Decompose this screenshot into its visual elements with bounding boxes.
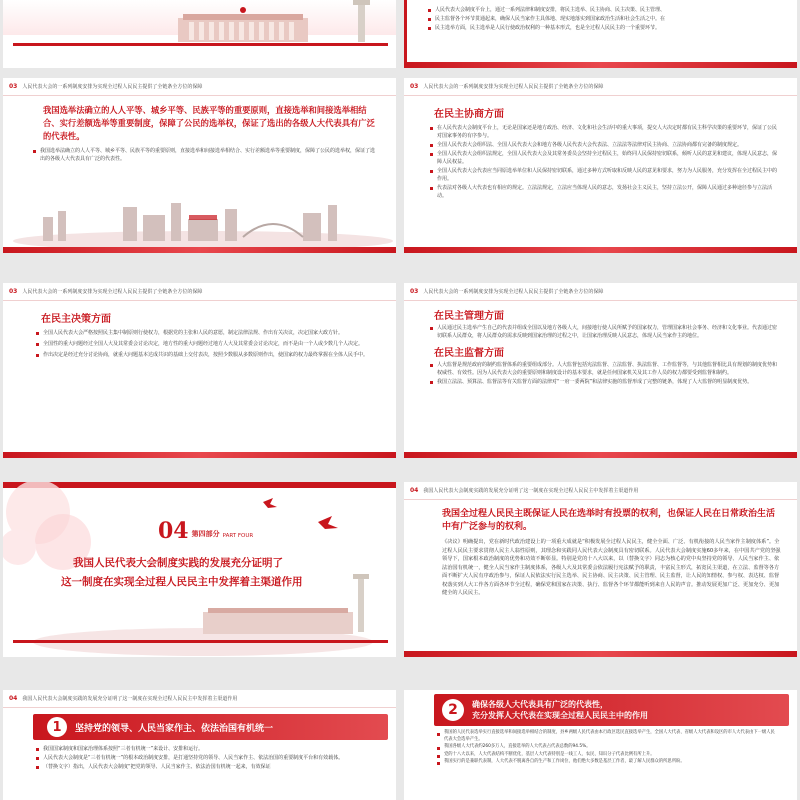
list-item: 人民代表大会制度是“三者有机统一”的根本政治制度安排，是打通坚持党的领导、人民当家作主、依法治国的重要制度平台和有效载体。 [36,754,378,762]
list-item: 我国各级人大代表约260多万人，直接选举的人大代表占代表总数的94.5%。 [437,744,779,751]
list-item: 我国国家制度和国家治理体系按照“三者有机统一”来设计、安排和运行。 [36,745,378,753]
banner-title-line-1: 确保各级人大代表具有广泛的代表性， [472,699,608,709]
footer-bar [3,247,396,253]
section-title: 在民主协商方面 [434,109,504,120]
slide-headline: 我国全过程人民民主既保证人民在选举时有投票的权利，也保证人民在日常政治生活中有广泛参与的权利。 [442,509,776,532]
section-number: 03 [9,83,18,90]
section-number: 04 [9,695,18,702]
slide-header [404,283,797,301]
slide-election-equality [3,78,396,253]
header-text: 人民代表大会的一系列制度安排为实现全过程人民民主提供了全链条全方位的保障 [423,289,604,295]
slide-part-four-cover [3,482,396,657]
part-label-en: PART FOUR [222,533,254,539]
header-text: 人民代表大会的一系列制度安排为实现全过程人民民主提供了全链条全方位的保障 [423,84,604,90]
slide-democratic-management-supervision [404,283,797,458]
red-banner [33,714,388,740]
banner-badge: 2 [442,699,464,721]
banner-title: 坚持党的领导、人民当家作主、依法治国有机统一 [75,723,274,734]
banner-badge: 1 [47,717,67,737]
slide-header [3,690,396,708]
section-title: 在民主决策方面 [41,314,111,325]
part-title-line-1: 我国人民代表大会制度实践的发展充分证明了 [73,557,283,569]
slide-three-unity [3,690,396,800]
slide-header [3,78,396,96]
section-title: 在民主管理方面 [434,311,504,322]
list-item: 人民通过民主选举产生自己的代表并组成全国以及地方各级人大，间接地行使人民所赋予的国家权力，管理国家和社会事务、经济和文化事业。代表通过密切联系人民群众，将人民群众的需求反映到国家治理的过程之中，让国家治理反映人民意志，体现人民当家作主的地位。 [430,324,779,340]
part-number: 04 [158,518,189,544]
slide-representatives [404,690,797,800]
slide-header [3,283,396,301]
footer-bar [404,452,797,458]
list-item: 作出决定是经过充分讨论协商，就重大问题基本达成共识的基础上交付表决，按照少数服从多数原则作出，使国家的权力最终掌握在全体人民手中。 [36,351,378,359]
part-title-line-2: 这一制度在实现全过程人民民主中发挥着主渠道作用 [61,576,303,588]
section-number: 04 [410,487,419,494]
slide-headline: 我国选举法确立的人人平等、城乡平等、民族平等的重要原则，直接选举和间接选举相结合、实行差额选举等重要制度，保障了公民的选举权，保证了选出的各级人大代表具有广泛的代表性。 [43,105,375,141]
banner-title-line-2: 充分发挥人大代表在实现全过程人民民主中的作用 [472,710,648,720]
slide-democratic-consultation [404,78,797,253]
list-item: 全国人民代表大会严格按照民主集中制原则行使权力，根据党的主张和人民的意愿，制定法律法规、作出有关决议，决定国家大政方针。 [36,329,378,337]
footer-bar [404,247,797,253]
footer-bar [404,62,797,68]
great-hall-illustration [3,0,396,68]
header-text: 人民代表大会的一系列制度安排为实现全过程人民民主提供了全链条全方位的保障 [22,84,203,90]
accent-stripe [404,0,407,68]
red-banner [434,694,789,726]
section-number: 03 [410,83,419,90]
list-item: 党的十八大以来，人大代表结构不断优化，基层人大代表特别是一线工人、农民、知识分子代表比例有所上升。 [437,752,779,759]
list-item: 在人民代表大会制度平台上，无论是国家还是地方政治、经济、文化和社会生活中的重大事项，提交人大决定时都有民主科学决策的重要环节，保证了公民对国家事务的有序参与。 [430,124,779,140]
list-item: 全国人民代表大会代表应当同原选举单位和人民保持密切联系，通过多种方式听取和反映人民的意见和要求，努力为人民服务，充分发挥在全过程民主中的作用。 [430,167,779,183]
body-paragraph: 《决议》明确提出，党在新时代政治建设上的一项重大成就是“积极发展全过程人民民主，健全全面、广泛、有机衔接的人民当家作主制度体系”。全过程人民民主要求贯彻人民主人翁性原则，其理念和实践同人民代表大会制度具有密切联系。人民代表大会制度实施60多年来，在中国共产党的坚强领导下，国家根本政治制度的优势和功效不断彰显。特别是党的十八大以来，以（替换文字）同志为核心的党中央坚持党的领导、人民当家作主、依法治国有机统一，健全人民当家作主制度体系，各级人大及其常委会依法履行宪法赋予的职责，丰富民主形式，拓宽民主渠道，在立法、监督等各方面不断扩大人民有序政治参与，保证人民依法实行民主选举、民主协商、民主决策、民主管理、民主监督，让人民的知情权、参与权、表达权、监督权落实到人大工作各方面各环节全过程，确保党和国家在决策、执行、监督各个环节都能听到来自人民的声音。推动发展更加广泛、更加充分、更加健全的人民民主。 [442,539,781,596]
section-number: 03 [9,288,18,295]
slide-democratic-decision [3,283,396,458]
slide-democratic-election-intro [404,0,797,68]
list-item: 全国人民代表大会组织法规定，全国人民代表大会及其常务委员会坚持全过程民主，始终同人民保持密切联系，倾听人民的意见和建议，体现人民意志，保障人民权益。 [430,150,779,166]
list-item: 我国选举法确立的人人平等、城乡平等、民族平等的重要原则，直接选举和间接选举相结合、实行差额选举等重要制度，保障了公民的选举权，保证了选出的各级人大代表具有广泛的代表性。 [33,147,378,163]
list-item: 民主选举方面，民主选举是人民行使政治权利的一种基本形式，也是全过程人民民主的一个重要环节。 [428,24,779,32]
slide-cover-top [3,0,396,68]
section-number: 03 [410,288,419,295]
header-text: 人民代表大会的一系列制度安排为实现全过程人民民主提供了全链条全方位的保障 [22,289,203,295]
header-text: 我国人民代表大会制度实践的发展充分证明了这一制度在实现全过程人民民主中发挥着主渠道作用 [423,488,639,494]
list-item: 我国的人民代表选举实行直接选举和间接选举相结合的制度，县乡两级人民代表由本行政区选民直接选举产生，全国人大代表、省级人大代表和设区的市人大代表由下一级人民代表大会选举产生。 [437,730,779,743]
section-title: 在民主监督方面 [434,348,504,359]
header-text: 我国人民代表大会制度实践的发展充分证明了这一制度在实现全过程人民民主中发挥着主渠道作用 [22,696,238,702]
list-item: 人大监督是规范政府的制约监督体系的重要组成部分。人大监督包括宪法监督、立法监督、执法监督、工作监督等，与其他监督相比具有规划的制度优势和权威性、有效性。因为人民代表大会的重要原则和制度设计的基本要求，就是任何国家机关及其工作人员的权力都要受到监督和制约。 [430,361,779,377]
part-label: 第四部分 [191,530,220,538]
city-skyline-illustration [3,197,396,247]
list-item: 民主监督各个环节贯通起来，确保人民当家作主具体地、现实地落实到国家政治生活和社会生活之中。在 [428,15,779,23]
list-item: 全国人民代表大会组织法、全国人民代表大会和地方各级人民代表大会代表法、立法法等法律对民主协商、立法协商都有完备的制度规定。 [430,141,779,149]
slide-header [404,482,797,500]
list-item: 人民代表大会制度平台上，通过一系列法律和制度安排，将民主选举、民主协商、民主决策、民主管理、 [428,6,779,14]
list-item: 全国性的重大问题经过全国人大及其常委会讨论决定，地方性的重大问题经过地方人大及其常委会讨论决定，而不是由一个人或少数几个人决定。 [36,340,378,348]
footer-bar [404,651,797,657]
part-label-group [158,520,253,542]
list-item: 代表法对各级人大代表也有相应的规定。立法法规定，立法应当体现人民的意志，发扬社会主义民主，坚持立法公开，保障人民通过多种途径参与立法活动。 [430,184,779,200]
banner-title [472,699,648,721]
slide-header [404,78,797,96]
slide-whole-process-democracy [404,482,797,657]
footer-bar [3,452,396,458]
list-item: （替换文字）指出，人民代表大会制度“把党的领导、人民当家作主、依法治国有机统一起来，有效保证 [36,763,378,771]
list-item: 我国立法法、预算法、监督法等有关监督方面的法律对“一府一委两院”和法律实施的监督形成了完整的链条，体现了人大监督的明显制度优势。 [430,378,779,386]
list-item: 我国实行的是兼职代表制，人大代表不脱离各自的生产和工作岗位，他们绝大多数是基层工作者，最了解人民群众的所思所盼。 [437,759,779,766]
